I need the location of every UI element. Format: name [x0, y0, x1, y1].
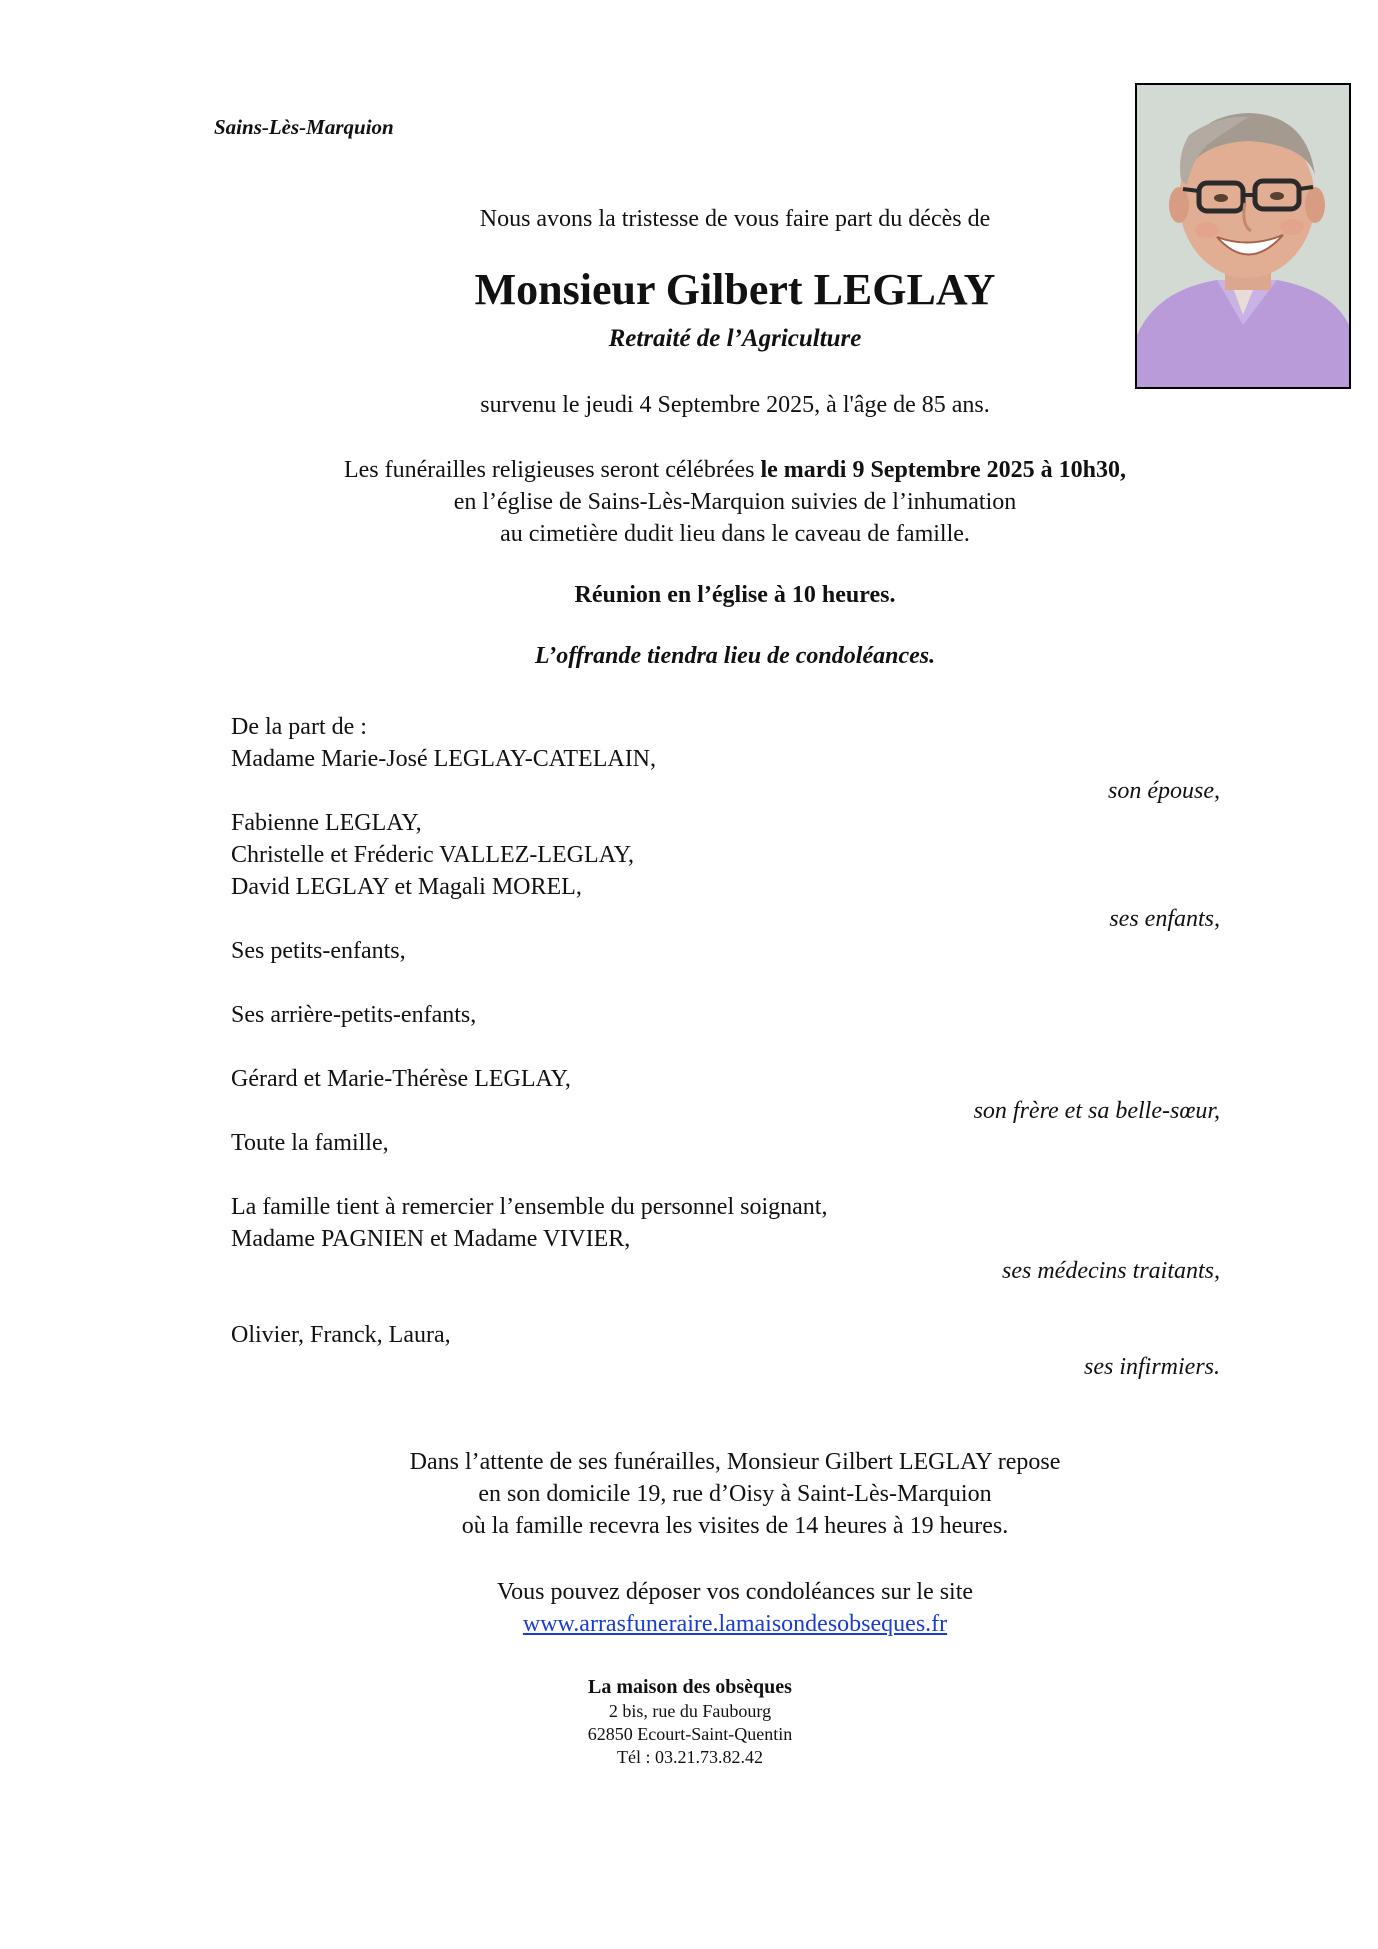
thanks-line: La famille tient à remercier l’ensemble du personnel soignant, [231, 1194, 828, 1220]
death-line: survenu le jeudi 4 Septembre 2025, à l'âge de 85 ans. [480, 392, 990, 418]
child-name: David LEGLAY et Magali MOREL, [231, 874, 582, 900]
rest-line-1: Dans l’attente de ses funérailles, Monsieur Gilbert LEGLAY repose [409, 1449, 1061, 1475]
spouse-name: Madame Marie-José LEGLAY-CATELAIN, [231, 746, 657, 772]
location-header: Sains-Lès-Marquion [214, 115, 394, 139]
deceased-name: Monsieur Gilbert LEGLAY [474, 265, 996, 314]
sibling-relation: son frère et sa belle-sœur, [973, 1098, 1220, 1124]
condolences-text: Vous pouvez déposer vos condoléances sur le site [496, 1579, 974, 1605]
funeral-home-address-1: 2 bis, rue du Faubourg [608, 1701, 772, 1721]
funeral-line-1 [0, 454, 1378, 486]
occupation: Retraité de l’Agriculture [608, 325, 862, 352]
doctors-relation: ses médecins traitants, [1002, 1258, 1220, 1284]
doctors-names: Madame PAGNIEN et Madame VIVIER, [231, 1226, 631, 1252]
sibling-name: Gérard et Marie-Thérèse LEGLAY, [231, 1066, 571, 1092]
funeral-home-address-2: 62850 Ecourt-Saint-Quentin [587, 1724, 793, 1744]
funeral-home-phone: Tél : 03.21.73.82.42 [617, 1747, 763, 1767]
reunion-line: Réunion en l’église à 10 heures. [574, 582, 896, 608]
rest-line-3: où la famille recevra les visites de 14 heures à 19 heures. [461, 1513, 1009, 1539]
intro-line: Nous avons la tristesse de vous faire part du décès de [479, 206, 991, 232]
funeral-line-3: au cimetière dudit lieu dans le caveau de famille. [500, 521, 970, 547]
funeral-home-name: La maison des obsèques [588, 1676, 792, 1698]
condolences-link-wrap [0, 1608, 1378, 1640]
nurses-names: Olivier, Franck, Laura, [231, 1322, 451, 1348]
condolences-link[interactable]: www.arrasfuneraire.lamaisondesobseques.fr [522, 1611, 948, 1637]
family-intro: De la part de : [231, 714, 367, 740]
great-grandchildren: Ses arrière-petits-enfants, [231, 1002, 477, 1028]
funeral-date: le mardi 9 Septembre 2025 à 10h30, [760, 457, 1126, 483]
child-name: Fabienne LEGLAY, [231, 810, 422, 836]
grandchildren: Ses petits-enfants, [231, 938, 406, 964]
rest-line-2: en son domicile 19, rue d’Oisy à Saint-Lès-Marquion [478, 1481, 992, 1507]
child-name: Christelle et Fréderic VALLEZ-LEGLAY, [231, 842, 635, 868]
whole-family: Toute la famille, [231, 1130, 389, 1156]
children-relation: ses enfants, [1109, 906, 1220, 932]
funeral-line-2: en l’église de Sains-Lès-Marquion suivies de l’inhumation [453, 489, 1017, 515]
nurses-relation: ses infirmiers. [1083, 1354, 1220, 1380]
funeral-line-1-text: Les funérailles religieuses seront célébrées [343, 457, 761, 483]
offering-line: L’offrande tiendra lieu de condoléances. [534, 643, 936, 669]
spouse-relation: son épouse, [1108, 778, 1220, 804]
